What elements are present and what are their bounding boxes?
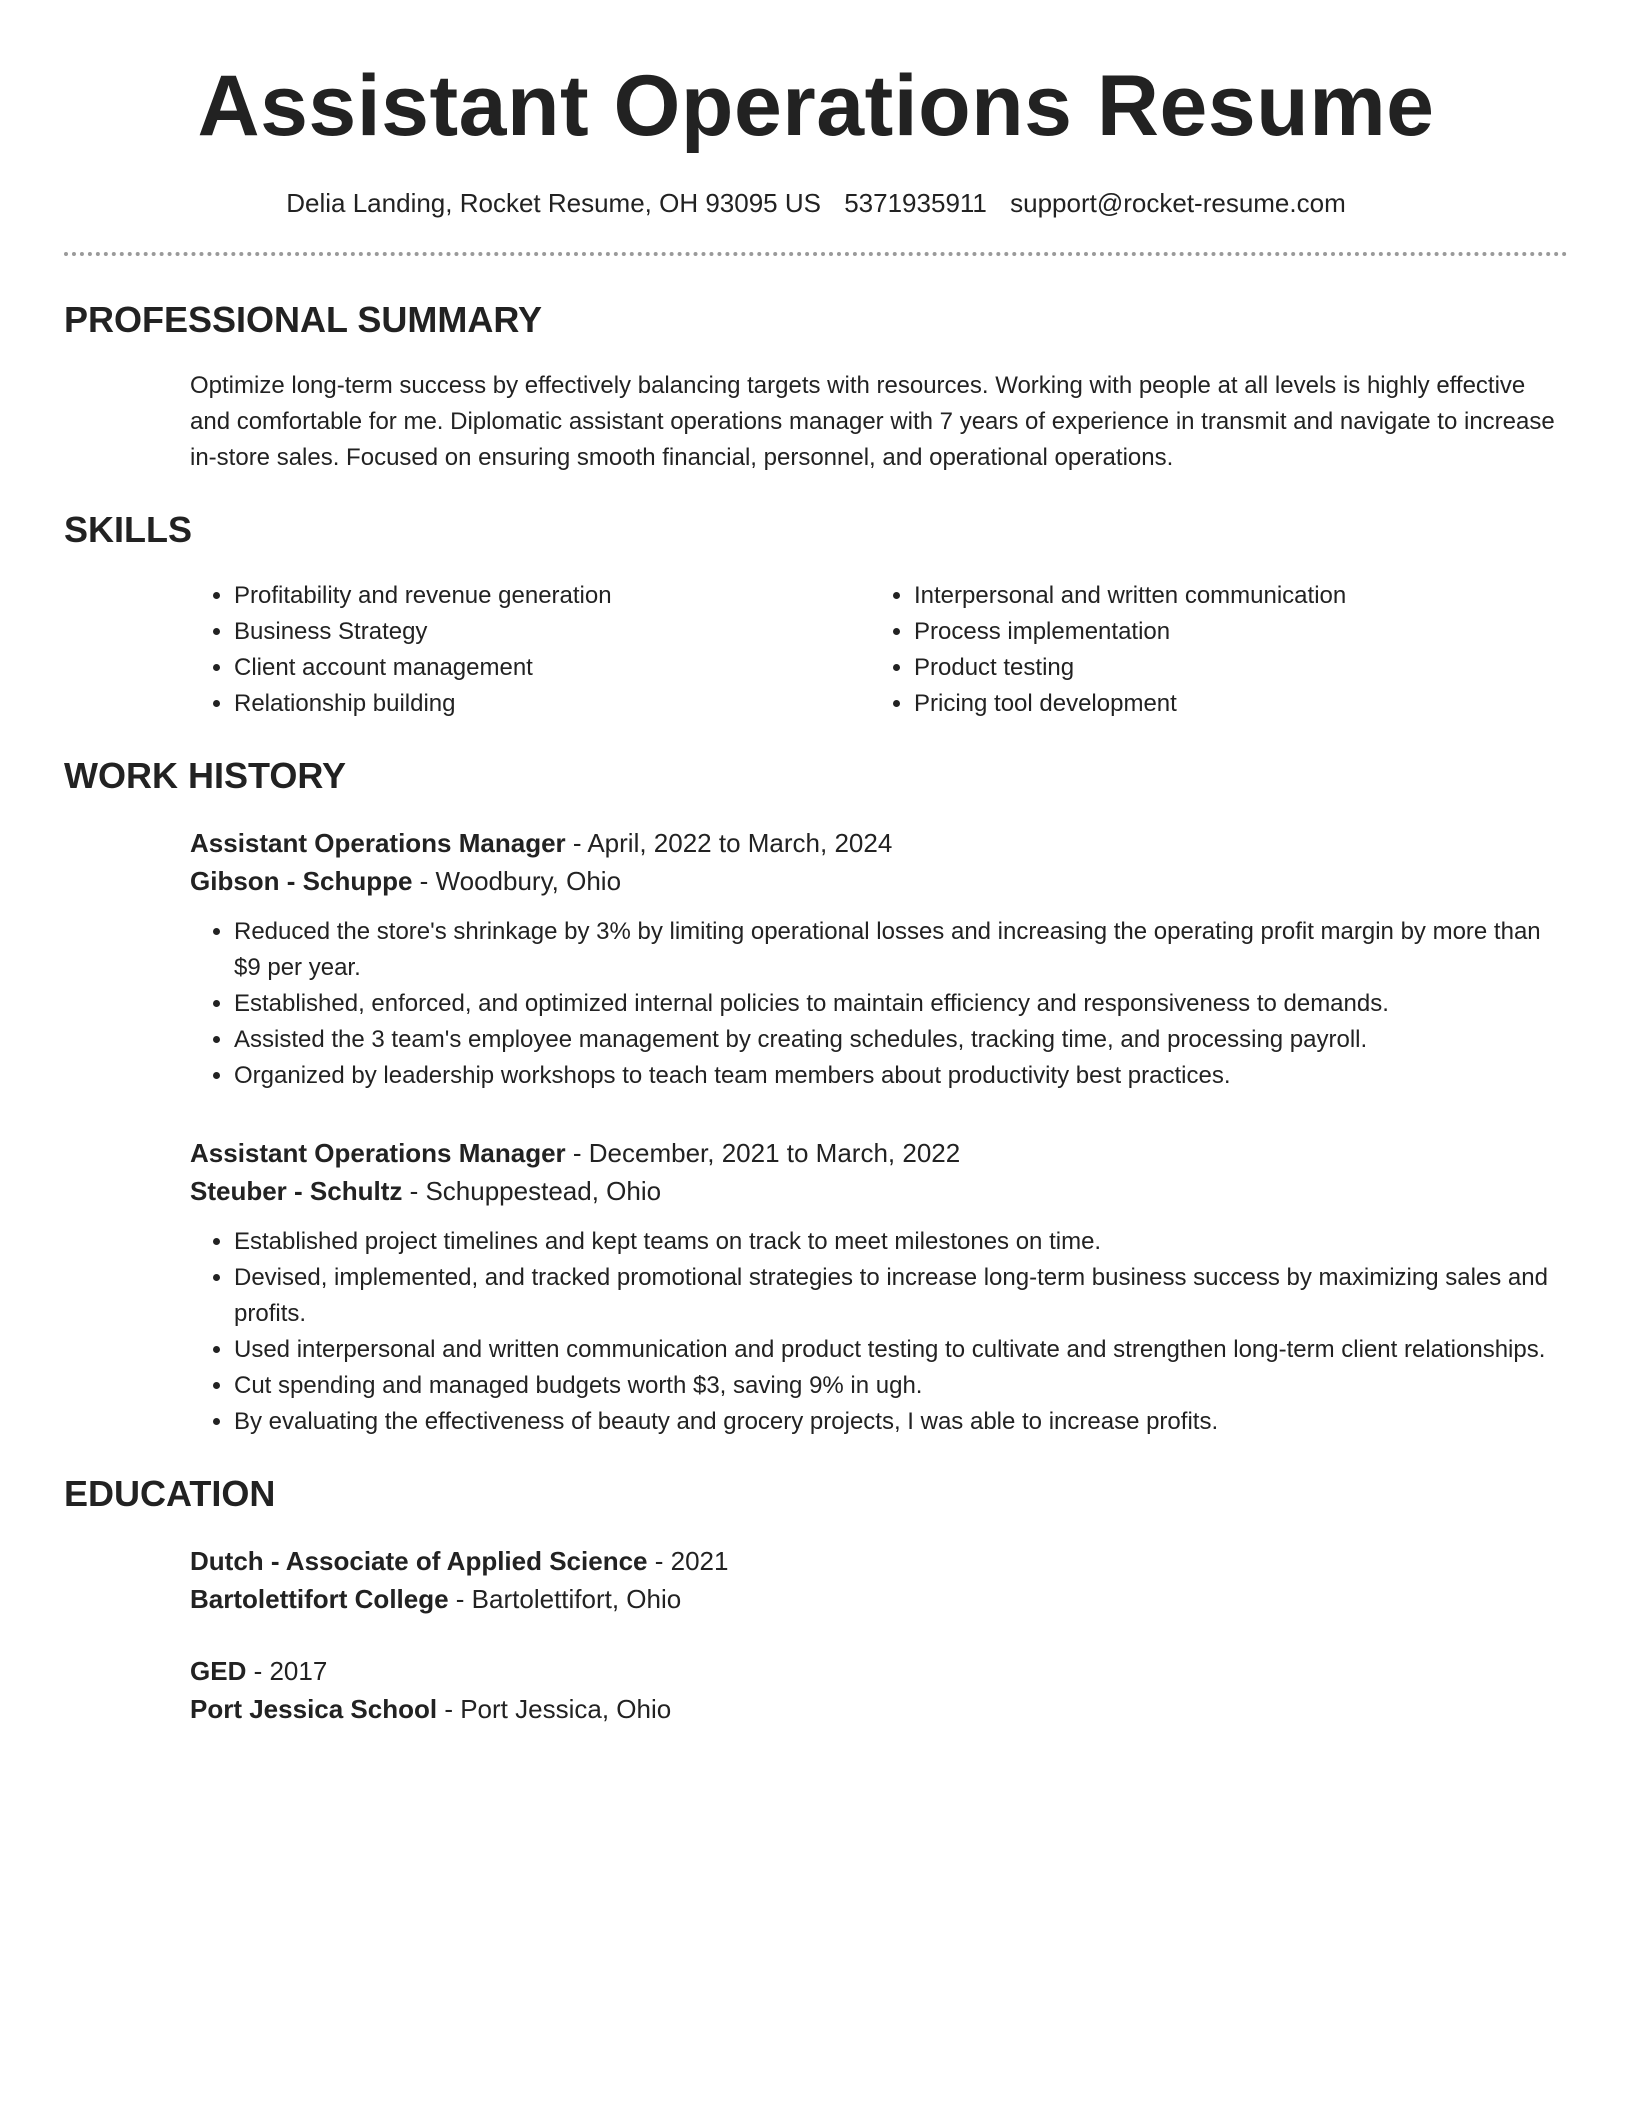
education-degree: GED bbox=[190, 1656, 247, 1686]
contact-phone: 5371935911 bbox=[844, 188, 987, 218]
education-location: - Port Jessica, Ohio bbox=[437, 1694, 672, 1724]
job-dates: - December, 2021 to March, 2022 bbox=[565, 1138, 961, 1168]
skill-item: • Business Strategy bbox=[234, 614, 870, 650]
job-bullets bbox=[190, 914, 1568, 1094]
job-title: Assistant Operations Manager bbox=[190, 828, 566, 858]
education-location: - Bartolettifort, Ohio bbox=[448, 1584, 682, 1614]
education-section bbox=[64, 1472, 1568, 1728]
skill-item: • Interpersonal and written communication bbox=[914, 578, 1346, 614]
job-location: - Schuppestead, Ohio bbox=[402, 1176, 662, 1206]
education-degree-line bbox=[190, 1652, 1568, 1690]
job-entry bbox=[64, 1134, 1568, 1440]
education-school: Port Jessica School bbox=[190, 1694, 438, 1724]
skill-item: • Product testing bbox=[914, 650, 1346, 686]
job-entry bbox=[64, 824, 1568, 1094]
job-bullets bbox=[190, 1224, 1568, 1440]
job-location: - Woodbury, Ohio bbox=[412, 866, 622, 896]
skills-list bbox=[64, 578, 1568, 722]
header-divider bbox=[64, 252, 1568, 256]
education-degree-line bbox=[190, 1542, 1568, 1580]
education-school-line bbox=[190, 1580, 1568, 1618]
contact-address: Delia Landing, Rocket Resume, OH 93095 US bbox=[286, 188, 821, 218]
skills-column-1 bbox=[190, 578, 870, 722]
job-bullet: • Used interpersonal and written communication and product testing to cultivate and strengthen long-term client relationships. bbox=[234, 1332, 1568, 1368]
job-title-line bbox=[190, 824, 1568, 862]
skill-item: • Client account management bbox=[234, 650, 870, 686]
job-bullet: • By evaluating the effectiveness of beauty and grocery projects, I was able to increase profits. bbox=[234, 1404, 1568, 1440]
skills-heading: SKILLS bbox=[64, 509, 193, 550]
job-company-line bbox=[190, 862, 1568, 900]
job-bullet: • Assisted the 3 team's employee management by creating schedules, tracking time, and processing payroll. bbox=[234, 1022, 1568, 1058]
work-history-heading: WORK HISTORY bbox=[64, 755, 347, 796]
education-heading: EDUCATION bbox=[64, 1473, 276, 1514]
contact-line bbox=[64, 186, 1568, 220]
education-school: Bartolettifort College bbox=[190, 1584, 449, 1614]
summary-heading: PROFESSIONAL SUMMARY bbox=[64, 299, 543, 340]
education-entry bbox=[64, 1542, 1568, 1618]
resume-title: Assistant Operations Resume bbox=[197, 58, 1435, 154]
summary-text: Optimize long-term success by effectively balancing targets with resources. Working with people at all levels is highly effective and comfortable for me. Diplomatic assistant operations manager with 7 years of experience in transmit and navigate to increase in-store sales. Focused on ensuring smooth financial, personnel, and operational operations. bbox=[190, 372, 1555, 471]
job-bullet: • Established, enforced, and optimized internal policies to maintain efficiency and responsiveness to demands. bbox=[234, 986, 1568, 1022]
job-bullet: • Reduced the store's shrinkage by 3% by limiting operational losses and increasing the operating profit margin by more than $9 per year. bbox=[234, 914, 1568, 986]
contact-email: support@rocket-resume.com bbox=[1010, 188, 1346, 218]
job-dates: - April, 2022 to March, 2024 bbox=[565, 828, 893, 858]
job-bullet: • Organized by leadership workshops to teach team members about productivity best practices. bbox=[234, 1058, 1568, 1094]
education-year: - 2021 bbox=[647, 1546, 729, 1576]
job-company-line bbox=[190, 1172, 1568, 1210]
job-title: Assistant Operations Manager bbox=[190, 1138, 566, 1168]
job-bullet: • Established project timelines and kept teams on track to meet milestones on time. bbox=[234, 1224, 1568, 1260]
job-company: Gibson - Schuppe bbox=[190, 866, 413, 896]
job-title-line bbox=[190, 1134, 1568, 1172]
work-history-section bbox=[64, 754, 1568, 1440]
skill-item: • Pricing tool development bbox=[914, 686, 1346, 722]
job-bullet: • Cut spending and managed budgets worth $3, saving 9% in ugh. bbox=[234, 1368, 1568, 1404]
skill-item: • Process implementation bbox=[914, 614, 1346, 650]
skill-item: • Relationship building bbox=[234, 686, 870, 722]
education-school-line bbox=[190, 1690, 1568, 1728]
education-degree: Dutch - Associate of Applied Science bbox=[190, 1546, 648, 1576]
job-bullet: • Devised, implemented, and tracked promotional strategies to increase long-term business success by maximizing sales and profits. bbox=[234, 1260, 1568, 1332]
education-year: - 2017 bbox=[246, 1656, 328, 1686]
education-entry bbox=[64, 1652, 1568, 1728]
skills-section bbox=[64, 508, 1568, 722]
skills-column-2 bbox=[870, 578, 1346, 722]
job-company: Steuber - Schultz bbox=[190, 1176, 403, 1206]
skill-item: • Profitability and revenue generation bbox=[234, 578, 870, 614]
summary-section bbox=[64, 298, 1568, 476]
